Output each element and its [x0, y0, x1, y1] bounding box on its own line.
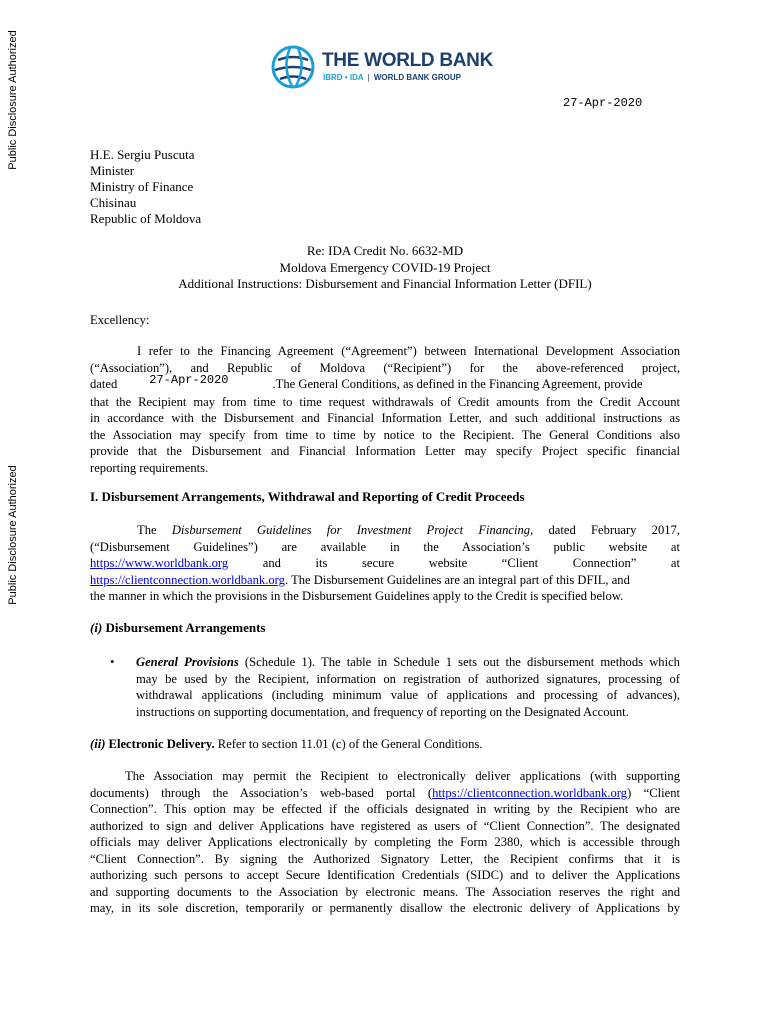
subject-block [90, 243, 680, 293]
address-line: Ministry of Finance [90, 179, 194, 194]
logo-title: THE WORLD BANK [322, 50, 494, 71]
worldbank-link[interactable]: https://www.worldbank.org [90, 556, 229, 570]
recipient-address [90, 147, 201, 227]
public-disclosure-label-middle: Public Disclosure Authorized [7, 465, 19, 605]
guidelines-paragraph: The Disbursement Guidelines for Investment Project Financing, dated February 2017, (“Disbursement Guidelines”) are available in the Association’s public website at https://www.worldbank.org and its secure website “Client Connection” at https://clientconnection.worldbank.org. The Disbursement Guidelines are an integral part of this DFIL, and the manner in which the provisions in the Disbursement Guidelines apply to the Credit is specified below. [90, 523, 681, 603]
public-disclosure-label-top: Public Disclosure Authorized [7, 30, 19, 170]
electronic-delivery-heading: (ii) Electronic Delivery. Refer to section 11.01 (c) of the General Conditions. [90, 737, 483, 751]
agreement-date: 27-Apr-2020 [149, 373, 229, 387]
subject-line: Additional Instructions: Disbursement and Financial Information Letter (DFIL) [178, 276, 592, 291]
address-line: Republic of Moldova [90, 211, 202, 226]
clientconnection-link[interactable]: https://clientconnection.worldbank.org [90, 572, 285, 587]
letter-date: 27-Apr-2020 [563, 96, 643, 110]
subject-line: Re: IDA Credit No. 6632-MD [306, 243, 464, 258]
logo-subtitle: IBRD • IDA | WORLD BANK GROUP [323, 73, 461, 82]
bullet-icon: • [110, 655, 115, 669]
world-bank-logo [270, 44, 510, 92]
address-line: Chisinau [90, 195, 137, 210]
globe-icon [270, 44, 316, 90]
portal-link[interactable]: https://clientconnection.worldbank.org [432, 785, 628, 800]
subject-line: Moldova Emergency COVID-19 Project [279, 259, 491, 275]
address-line: H.E. Sergiu Puscuta [90, 147, 195, 162]
address-line: Minister [90, 163, 135, 178]
section-heading: I. Disbursement Arrangements, Withdrawal and Reporting of Credit Proceeds [90, 489, 525, 504]
salutation: Excellency: [90, 313, 150, 327]
electronic-delivery-paragraph: The Association may permit the Recipient to electronically deliver applications (with supporting documents) through the Association’s web-based portal (https://clientconnection.worldbank.org) “Client Connection”. This option may be effected if the officials designated in writing by the Recipient who are authorized to sign and deliver Applications have registered as users of “Client Connection”. The designated officials may deliver Applications electronically by completing the Form 2380, which is accessible through “Client Connection”. By signing the Authorized Signatory Letter, the Recipient confirms that it is authorizing such persons to accept Secure Identification Credentials (SIDC) and to deliver the Applications and supporting documents to the Association by electronic means. The Association reserves the right and may, in its sole discretion, temporarily or permanently disallow the electronic delivery of Applications by [90, 769, 680, 915]
subsection-heading: (i) Disbursement Arrangements [90, 620, 266, 635]
intro-paragraph: I refer to the Financing Agreement (“Agreement”) between International Development Association (“Association”), and Republic of Moldova (“Recipient”) for the above-referenced project, dated 27-Apr-2020 .The General Conditions, as defined in the Financing Agreement, provide that the Recipient may from time to time request withdrawals of Credit amounts from the Credit Account in accordance with the Disbursement and Financial Information Letter, and such additional instructions as the Association may specify from time to time by notice to the Recipient. The General Conditions also provide that the Disbursement and Financial Information Letter may specify Project specific financial reporting requirements. [90, 344, 680, 475]
